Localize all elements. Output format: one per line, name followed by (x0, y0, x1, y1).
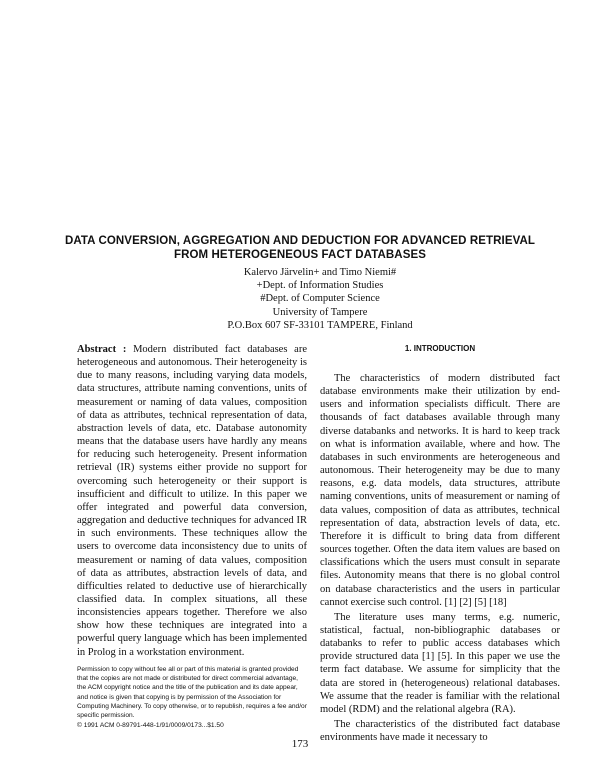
abstract-text: Modern distributed fact databases are heterogeneous and autonomous. Their heterogeneity is due to many reasons, including varying data models, data structures, attribute naming conventions, units of measurement or naming of data values, composition of data as attributes, technical representation of data, abstraction levels of data, etc. Database autonomity means that the database users have hardly any means for reducing such heterogeneity. Present information retrieval (IR) systems either provide no support for overcoming such heterogeneity or their support is insufficient and difficult to utilize. In this paper we offer integrated and powerful data conversion, aggregation and deductive techniques for advanced IR in such environments. These techniques allow the users to overcome data inconsistency due to units of measurement or naming of data values, composition of data as attributes, abstraction levels of data, and difficulties related to deductive use of hierarchically classified data. In complex situations, all these inconsistencies appears together. Therefore we also show how these techniques are integrated into a powerful query language which has been implemented in Prolog in a workstation environment. (77, 344, 307, 658)
author-block (180, 266, 460, 332)
title-line-2: FROM HETEROGENEOUS FACT DATABASES (173, 249, 427, 261)
university: University of Tampere (272, 306, 368, 318)
author-names: Kalervo Järvelin+ and Timo Niemi# (243, 267, 397, 278)
affiliation-2: #Dept. of Computer Science (260, 293, 380, 305)
right-column (320, 343, 560, 744)
title-line-1: DATA CONVERSION, AGGREGATION AND DEDUCTION FOR ADVANCED RETRIEVAL (64, 235, 536, 247)
copyright-line: © 1991 ACM 0-89791-448-1/91/0009/0173...$1.50 (77, 721, 224, 729)
affiliation-1: +Dept. of Information Studies (256, 280, 384, 292)
abstract-label: Abstract : (77, 344, 127, 355)
permission-notice: Permission to copy without fee all or part of this material is granted provided that the copies are not made or distributed for direct commercial advantage, the ACM copyright notice and the title of the publication and its date appear, and notice is given that copying is by permission of the Association for Computing Machinery. To copy otherwise, or to republish, requires a fee and/or specific permission. (77, 665, 307, 720)
section-heading-introduction: 1. INTRODUCTION (404, 344, 476, 353)
address: P.O.Box 607 SF-33101 TAMPERE, Finland (227, 319, 413, 331)
intro-paragraph-3: The characteristics of the distributed fact database environments have made it necessary to (320, 719, 560, 744)
page-number: 173 (291, 738, 309, 750)
intro-paragraph-2: The literature uses many terms, e.g. numeric, statistical, factual, non-bibliographic databases or databanks to refer to public access databases which provide structured data [1] [5]. In this paper we use the term fact database. We assume for simplicity that the data are stored in (heterogeneous) relational databases. We assume that the reader is familiar with the relational model (RDM) and the relational algebra (RA). (320, 611, 560, 715)
paper-title (40, 234, 560, 262)
abstract (77, 343, 307, 659)
left-column (77, 343, 307, 730)
intro-paragraph-1: The characteristics of modern distributed fact database environments make their utilization by end-users and information specialists difficult. There are thousands of fact databases available through many diverse databanks and networks. It is hard to keep track on what is information available, where and how. The databases in such environments are heterogeneous and autonomous. Their heterogeneity may be due to many reasons, e.g. data models, data structures, attribute naming conventions, units of measurement or naming of data values, composition of data as attributes, technical representation of data, abstraction levels of data, etc. Therefore it is difficult to bring data from different sources together. Often the data item values are based on classifications which the users must consult in separate files. Autonomity means that there is no global control on database characteristics and the users in particular cannot exercise such control. [1] [2] [5] [18] (320, 373, 560, 608)
